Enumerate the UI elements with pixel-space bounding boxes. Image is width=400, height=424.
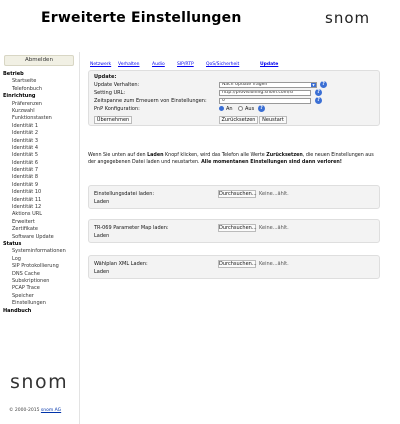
sidebar-item[interactable]: Log xyxy=(12,255,21,262)
update-behavior-value: Nach Update fragen xyxy=(222,82,268,87)
settings-file-label: Einstellungsdatei laden: xyxy=(94,191,155,197)
sidebar-item[interactable]: Identität 10 xyxy=(12,189,42,196)
sidebar-item[interactable]: Aktions URL xyxy=(12,211,43,218)
sidebar-item[interactable]: Telefonbuch xyxy=(12,85,42,92)
help-icon[interactable]: ? xyxy=(315,89,322,96)
file-status: Keine...ählt. xyxy=(259,225,289,231)
sidebar-item[interactable]: Identität 8 xyxy=(12,174,38,181)
update-heading: Update: xyxy=(94,74,117,80)
setting-url-label: Setting URL: xyxy=(94,90,126,96)
sidebar-item[interactable]: SIP Protokollierung xyxy=(12,263,59,270)
copyright xyxy=(9,408,61,413)
setting-url-input[interactable]: http://provisioning.snom.com/sr xyxy=(219,90,311,96)
settings-file-panel xyxy=(88,185,380,209)
browse-button[interactable]: Durchsuchen... xyxy=(219,225,257,231)
apply-button[interactable]: Übernehmen xyxy=(94,116,132,124)
help-icon[interactable]: ? xyxy=(320,81,327,88)
tab-verhalten[interactable]: Verhalten xyxy=(118,62,140,67)
copyright-text: © 2000-2015 xyxy=(9,408,40,413)
brand-logo: snom xyxy=(325,9,371,27)
sidebar-item[interactable]: Identität 4 xyxy=(12,144,38,151)
chevron-down-icon: ▼ xyxy=(312,83,315,87)
tab-sip-rtp[interactable]: SIP/RTP xyxy=(177,62,194,67)
sidebar-item[interactable]: Einstellungen xyxy=(12,300,46,307)
browse-button[interactable]: Durchsuchen... xyxy=(219,261,257,267)
sidebar-section-handbuch[interactable]: Handbuch xyxy=(3,307,32,314)
info-text xyxy=(88,153,380,167)
sidebar-item[interactable]: Identität 7 xyxy=(12,167,38,174)
update-behavior-label: Update Verhalten: xyxy=(94,82,140,88)
browse-button[interactable]: Durchsuchen... xyxy=(219,191,257,197)
interval-input[interactable]: 0 xyxy=(219,98,311,104)
sidebar-item[interactable]: Identität 11 xyxy=(12,196,42,203)
sidebar xyxy=(0,52,80,424)
logout-button[interactable]: Abmelden xyxy=(4,55,74,66)
sidebar-item[interactable]: Identität 2 xyxy=(12,130,38,137)
load-button[interactable]: Laden xyxy=(94,233,110,239)
sidebar-item[interactable]: Startseite xyxy=(12,78,37,85)
sidebar-item[interactable]: Speicher xyxy=(12,292,34,299)
page-title: Erweiterte Einstellungen xyxy=(41,10,242,26)
tr069-map-panel xyxy=(88,219,380,243)
sidebar-section-betrieb[interactable]: Betrieb xyxy=(3,71,24,77)
interval-label: Zeitspanne zum Erneuern von Einstellungen: xyxy=(94,98,207,104)
tab-qos-sicherheit[interactable]: QoS/Sicherheit xyxy=(206,62,240,67)
update-panel xyxy=(88,70,380,126)
load-button[interactable]: Laden xyxy=(94,269,110,275)
sidebar-item[interactable]: Subskriptionen xyxy=(12,277,50,284)
update-behavior-select[interactable] xyxy=(219,82,317,88)
restart-button[interactable]: Neustart xyxy=(259,116,287,124)
snom-logo: snom xyxy=(10,371,69,393)
tab-netzwerk[interactable]: Netzwerk xyxy=(90,62,112,67)
sidebar-item[interactable]: Zertifikate xyxy=(12,226,38,233)
sidebar-section-einrichtung[interactable]: Einrichtung xyxy=(3,93,36,100)
help-icon[interactable]: ? xyxy=(258,105,265,112)
page-header xyxy=(0,0,400,38)
dialplan-label: Wählplan XML Laden: xyxy=(94,261,148,267)
sidebar-item[interactable]: Identität 12 xyxy=(12,204,42,211)
file-status: Keine...ählt. xyxy=(259,191,289,197)
sidebar-item[interactable]: DNS Cache xyxy=(12,270,40,277)
sidebar-item[interactable]: Präferenzen xyxy=(12,100,42,107)
sidebar-item[interactable]: Funktionstasten xyxy=(12,115,52,122)
tab-update[interactable]: Update xyxy=(260,62,279,67)
pnp-label: PnP Konfiguration: xyxy=(94,106,140,112)
sidebar-nav xyxy=(0,71,80,315)
pnp-on-label: An xyxy=(226,106,233,112)
copyright-link[interactable]: snom AG xyxy=(40,408,62,413)
sidebar-item[interactable]: Software Update xyxy=(12,233,54,240)
file-status: Keine...ählt. xyxy=(259,261,289,267)
sidebar-item[interactable]: Identität 3 xyxy=(12,137,38,144)
tr069-map-label: TR-069 Parameter Map laden: xyxy=(94,225,169,231)
info-text-bold-3: Alle momentanen Einstellungen sind dann verloren! xyxy=(201,159,342,165)
sidebar-item[interactable]: Kurzwahl xyxy=(12,107,35,114)
pnp-off-label: Aus xyxy=(245,106,255,112)
tab-audio[interactable]: Audio xyxy=(152,62,165,67)
sidebar-item[interactable]: Systeminformationen xyxy=(12,248,66,255)
help-icon[interactable]: ? xyxy=(315,97,322,104)
info-text-2: Knopf klicken, wird das Telefon alle Werte xyxy=(163,153,267,158)
tab-bar xyxy=(88,60,380,69)
info-text-bold-1: Laden xyxy=(147,153,164,158)
dialplan-panel xyxy=(88,255,380,279)
load-button[interactable]: Laden xyxy=(94,199,110,205)
sidebar-item[interactable]: Identität 6 xyxy=(12,159,38,166)
info-text-1: Wenn Sie unten auf den xyxy=(88,153,148,158)
reset-button[interactable]: Zurücksetzen xyxy=(219,116,258,124)
sidebar-item[interactable]: Identität 5 xyxy=(12,152,38,159)
sidebar-item[interactable]: Identität 1 xyxy=(12,122,38,129)
sidebar-item[interactable]: PCAP Trace xyxy=(12,285,40,292)
sidebar-item[interactable]: Erweitert xyxy=(12,218,35,225)
info-text-3: , die neuen Einstellungen aus der angegebenen Datei laden und neustarten. xyxy=(88,153,374,165)
sidebar-section-status[interactable]: Status xyxy=(3,240,22,247)
sidebar-item[interactable]: Identität 9 xyxy=(12,181,38,188)
info-text-bold-2: Zurücksetzen xyxy=(266,153,303,158)
pnp-on-radio[interactable] xyxy=(219,106,224,111)
pnp-off-radio[interactable] xyxy=(238,106,243,111)
